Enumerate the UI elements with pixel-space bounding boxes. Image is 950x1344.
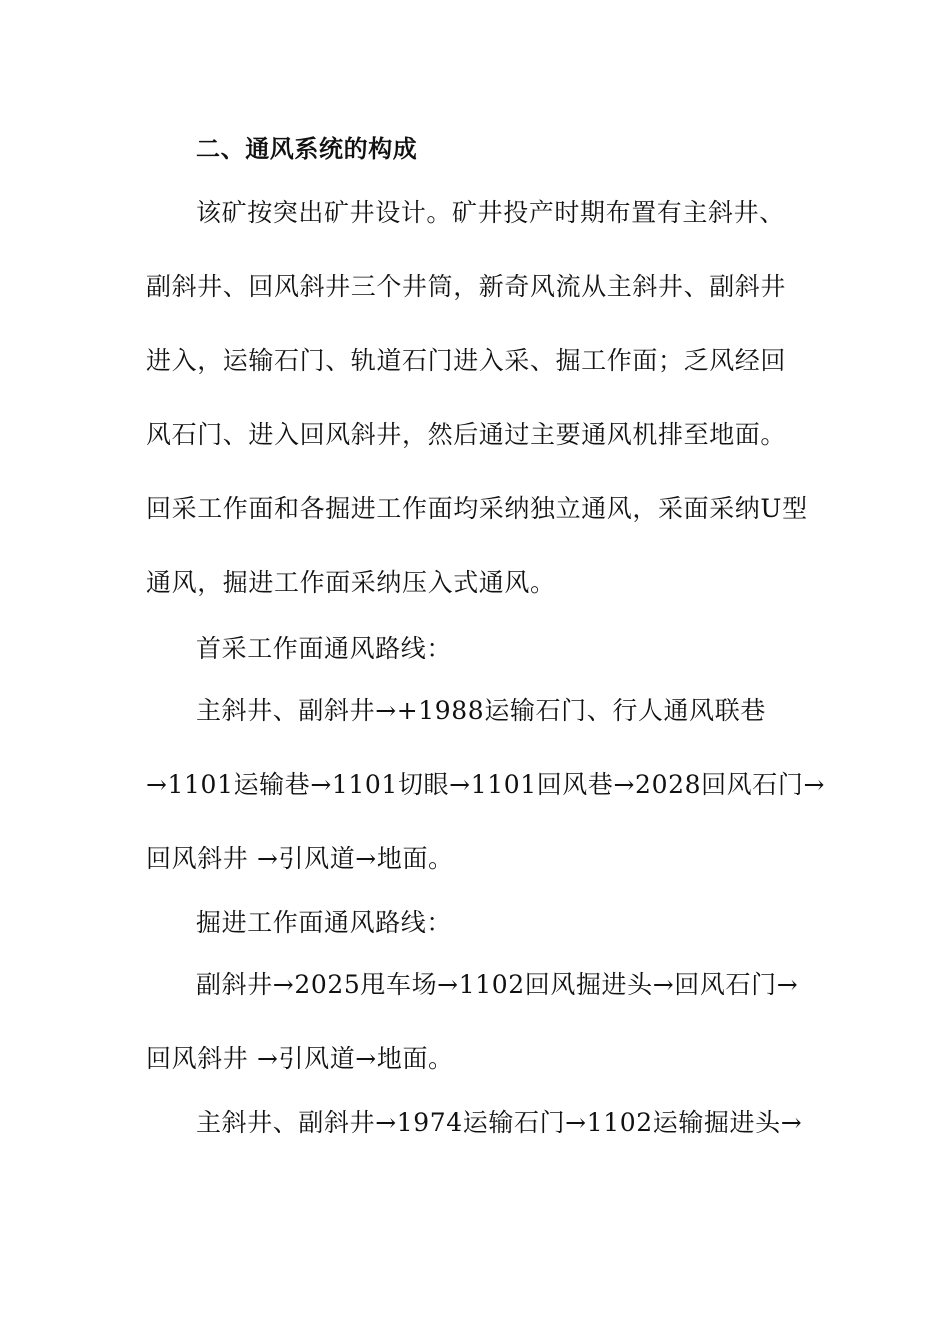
section-heading: 二、通风系统的构成 [196, 135, 418, 163]
route-line: →1101运输巷→1101切眼→1101回风巷→2028回风石门→ [146, 770, 826, 799]
route-line: 主斜井、副斜井→1974运输石门→1102运输掘进头→ [196, 1108, 803, 1137]
subsection-title: 首采工作面通风路线： [196, 634, 453, 663]
paragraph-line: 通风，掘进工作面采纳压入式通风。 [146, 568, 556, 597]
subsection-title: 掘进工作面通风路线： [196, 908, 453, 937]
paragraph-line: 进入，运输石门、轨道石门进入采、掘工作面；乏风经回 [146, 346, 787, 375]
route-line: 回风斜井 →引风道→地面。 [146, 844, 454, 873]
paragraph-line: 回采工作面和各掘进工作面均采纳独立通风，采面采纳U型 [146, 494, 808, 523]
route-line: 回风斜井 →引风道→地面。 [146, 1044, 454, 1073]
paragraph-line: 风石门、进入回风斜井，然后通过主要通风机排至地面。 [146, 420, 787, 449]
route-line: 主斜井、副斜井→+1988运输石门、行人通风联巷 [196, 696, 766, 725]
paragraph-line: 该矿按突出矿井设计。矿井投产时期布置有主斜井、 [196, 198, 785, 227]
route-line: 副斜井→2025甩车场→1102回风掘进头→回风石门→ [196, 970, 799, 999]
paragraph-line: 副斜井、回风斜井三个井筒，新奇风流从主斜井、副斜井 [146, 272, 787, 301]
